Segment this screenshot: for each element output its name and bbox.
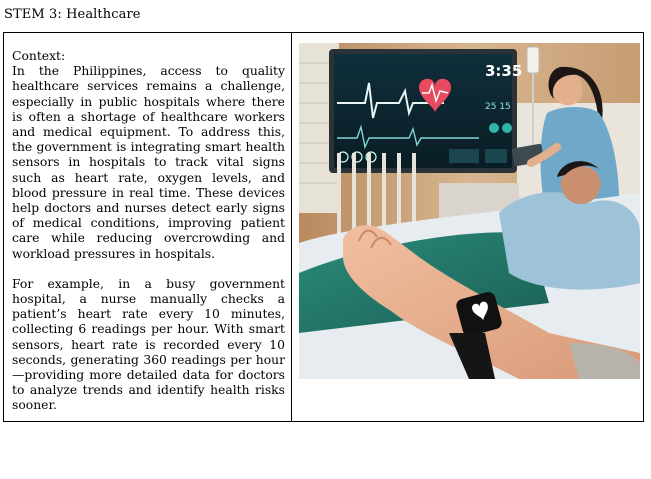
monitor-value: 25 15 (485, 102, 511, 112)
context-text (12, 49, 285, 414)
page-title: STEM 3: Healthcare (4, 7, 141, 22)
context-heading: Context: (12, 49, 66, 63)
context-paragraph-2: For example, in a busy government hospital, a nurse manually checks a patient’s heart rate every 10 minutes, collecting 6 readings per hour. With smart sensors, heart rate is recorded every 10 seconds, generating 360 readings per hour—providing more detailed data for doctors to analyze trends and identify health risks sooner. (12, 276, 285, 413)
vital-signs-monitor (329, 49, 522, 173)
column-divider (291, 33, 292, 421)
hospital-illustration (299, 43, 640, 379)
content-table (3, 32, 644, 422)
context-body-1: In the Philippines, access to quality healthcare services remains a challenge, especially in public hospitals where there is often a shortage of healthcare workers and medical equipment. To address this, the government is integrating smart health sensors in hospitals to track vital signs such as heart rate, oxygen levels, and blood pressure in real time. These devices help doctors and nurses detect early signs of medical conditions, improving patient care while reducing overcrowding and workload pressures in hospitals. (12, 64, 285, 261)
context-paragraph-1 (12, 49, 285, 262)
monitor-time: 3:35 (485, 62, 523, 80)
